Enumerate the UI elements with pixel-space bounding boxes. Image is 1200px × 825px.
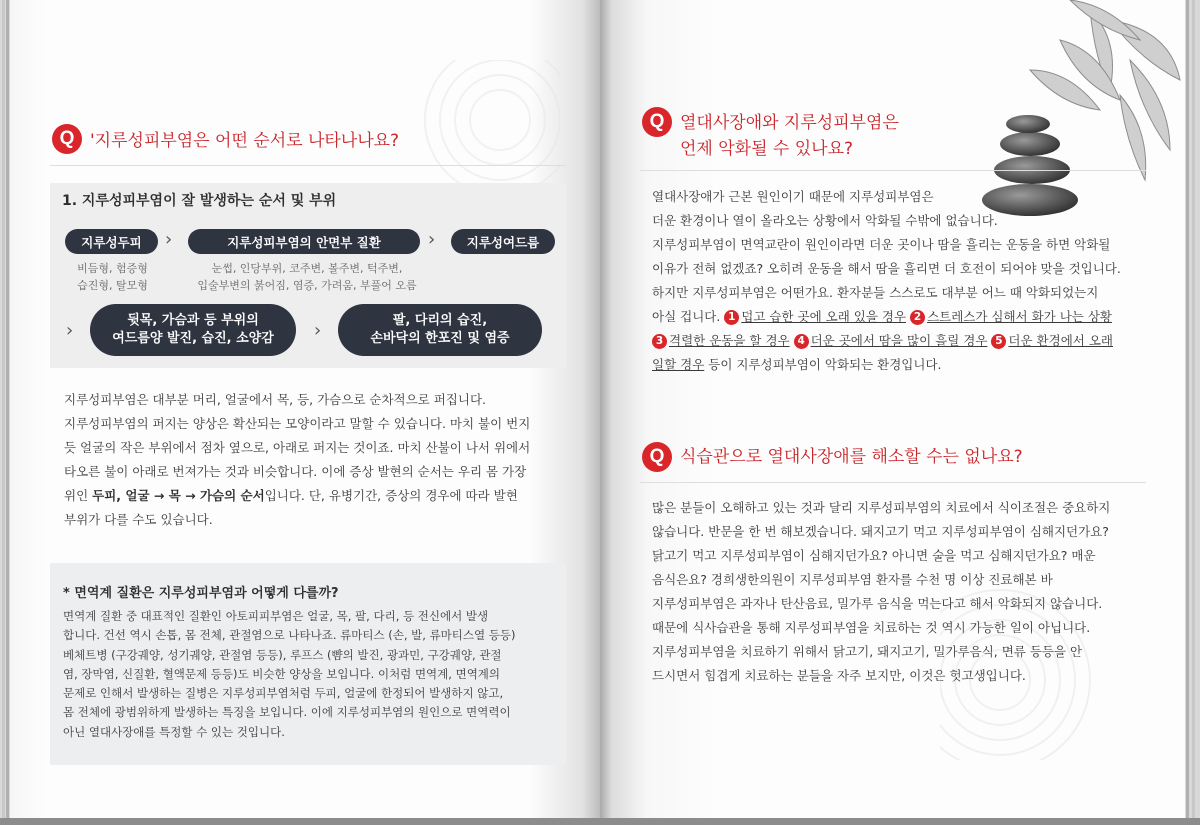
section-title: '지루성피부염은 어떤 순서로 나타나나요?: [90, 131, 400, 151]
arrow-right-icon: ›: [165, 229, 173, 250]
body-paragraph: 많은 분들이 오해하고 있는 것과 달리 지루성피부염의 치료에서 식이조절은 중요하지 않습니다. 반문을 한 번 해보겠습니다. 돼지고기 먹고 지루성피부염이 심해지던가요? 닭고기 먹고 지루성피부염이 심해지던가요? 아니면 술을 먹고 심해지던가요? 매운 음식은요? 경희생한의원이 지루성피부염 환자를 수천 명 이상 진료해본 바 지루성피부염은 과자나 탄산음료, 밀가루 음식을 먹는다고 해서 악화되지 않습니다. 때문에 식사습관을 통해 지루성피부염을 치료하는 것 역시 가능한 일이 아닙니다. 지루성피부염을 치료하기 위해서 닭고기, 돼지고기, 밀가루음식, 면류 등등을 안 드시면서 힘겹게 치료하는 분들을 자주 보지만, 이것은 헛고생입니다.: [652, 500, 1111, 683]
book-bottom-edge: [0, 818, 1200, 825]
page-edge: [1186, 0, 1189, 825]
q-icon: Q: [642, 107, 672, 137]
body-paragraph: 지루성피부염은 대부분 머리, 얼굴에서 목, 등, 가슴으로 순차적으로 퍼집니다. 지루성피부염의 퍼지는 양상은 확산되는 모양이라고 말할 수 있습니다. 마치 불이 번지 듯 얼굴의 작은 부위에서 점차 옆으로, 아래로 퍼지는 것이죠. 마치 산불이 나서 위에서 타오른 불이 아래로 번져가는 것과 비슷합니다. 이에 증상 발현의 순서는 우리 몸 가장 위인 두피, 얼굴 → 목 → 가슴의 순서입니다. 단, 유병기간, 증상의 경우에 따라 발현 부위가 다를 수도 있습니다.: [64, 392, 531, 527]
page-edge: [6, 0, 9, 825]
section-title: 식습관으로 열대사장애를 해소할 수는 없나요?: [680, 447, 1023, 467]
note-title: * 면역계 질환은 지루성피부염과 어떻게 다를까?: [63, 586, 339, 601]
flow-step-scalp: 지루성두피: [65, 229, 158, 254]
flow-step-limbs: 팔, 다리의 습진, 손바닥의 한포진 및 염증: [338, 304, 542, 356]
q-icon: Q: [52, 124, 82, 154]
flow-step-scalp-detail: 비듬형, 험증형 습진형, 탈모형: [77, 262, 148, 292]
divider: [50, 165, 566, 166]
arrow-right-icon: ›: [66, 320, 74, 341]
q-icon: Q: [642, 442, 672, 472]
flow-heading: 1. 지루성피부염이 잘 발생하는 순서 및 부위: [62, 193, 337, 209]
divider: [640, 482, 1146, 483]
body-paragraph: 열대사장애가 근본 원인이기 때문에 지루성피부염은 더운 환경이나 열이 올라오는 상황에서 악화될 수밖에 없습니다. 지루성피부염이 면역교란이 원인이라면 더운 곳이나 땀을 흘리는 운동을 하면 악화될 이유가 전혀 없겠죠? 오히려 운동을 해서 땀을 흘리면 더 호전이 되어야 맞을 것입니다. 하지만 지루성피부염은 어떤가요. 환자분들 스스로도 대부분 어느 때 악화되었는지 아실 겁니다. 1 덥고 습한 곳에 오래 있을 경우 2 스트레스가 심해서 화가 나는 상황 3 격렬한 운동을 할 경우 4 더운 곳에서 땀을 많이 흘릴 경우 5 더운 환경에서 오래 일할 경우 등이 지루성피부염이 악화되는 환경입니다.: [652, 189, 1121, 372]
number-badge: 3: [652, 334, 667, 349]
arrow-right-icon: ›: [428, 229, 436, 250]
flow-step-body: 뒷목, 가슴과 등 부위의 여드름양 발진, 습진, 소양감: [90, 304, 296, 356]
number-badge: 4: [794, 334, 809, 349]
arrow-right-icon: ›: [314, 320, 322, 341]
number-badge: 2: [910, 310, 925, 325]
divider: [640, 170, 1146, 171]
page-edge: [1192, 0, 1195, 825]
flow-step-acne: 지루성여드름: [451, 229, 555, 254]
number-badge: 1: [724, 310, 739, 325]
section-title: 열대사장애와 지루성피부염은 언제 악화될 수 있나요?: [680, 113, 899, 159]
flow-step-face-detail: 눈썹, 인당부위, 코주변, 볼주변, 턱주변, 입술부변의 붉어짐, 염증, 가려움, 부풀어 오름: [197, 262, 417, 292]
page-edge: [2, 0, 5, 825]
note-text: 면역계 질환 중 대표적인 질환인 아토피피부염은 얼굴, 목, 팔, 다리, 등 전신에서 발생 합니다. 건선 역시 손톱, 몸 전체, 관절염으로 나타나죠. 류마티스 (손, 발, 류마티스열 등등) 베체트병 (구강궤양, 성기궤양, 관절염 등등), 루프스 (뺨의 발진, 광과민, 구강궤양, 관절 염, 장막염, 신질환, 혈액문제 등등)도 비슷한 양상을 보입니다. 이처럼 면역계, 면역계의 문제로 인해서 발생하는 질병은 지루성피부염처럼 두피, 얼굴에 한정되어 발생하지 않고, 몸 전체에 광범위하게 발생하는 특징을 보입니다. 이에 지루성피부염의 원인으로 면역력이 아닌 열대사장애를 특정할 수 있는 것입니다.: [63, 609, 516, 739]
flow-step-face: 지루성피부염의 안면부 질환: [188, 229, 420, 254]
number-badge: 5: [991, 334, 1006, 349]
